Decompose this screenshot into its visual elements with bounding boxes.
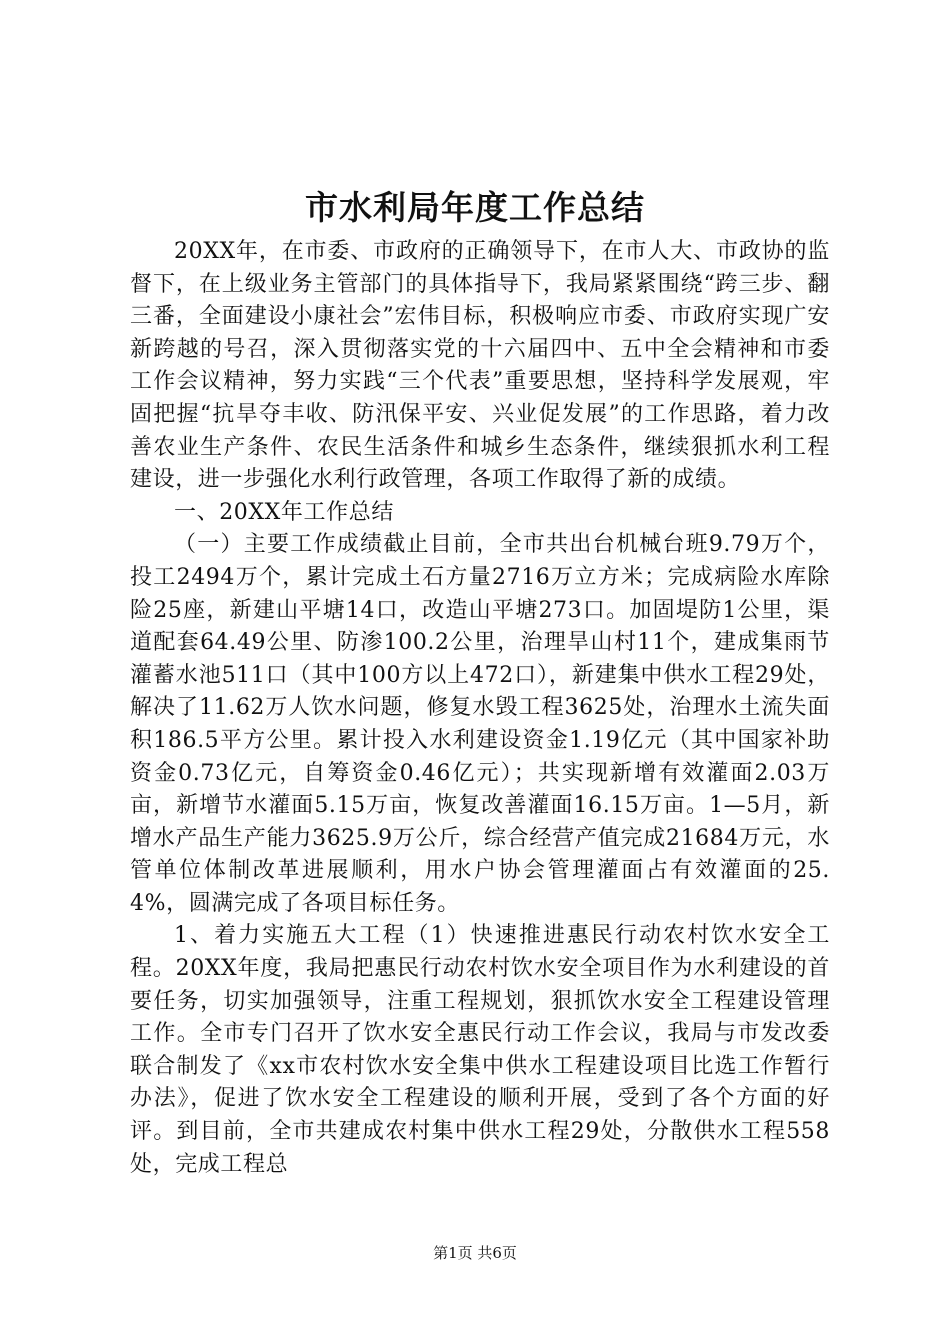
section-heading: 一、20XX年工作总结 [174, 499, 394, 525]
page-footer: 第1页 共6页 [433, 1244, 517, 1262]
document-body [130, 236, 830, 1181]
paragraph-achievements: （一）主要工作成绩截止目前，全市共出台机械台班9.79万个，投工2494万个，累计完成土石方量2716万立方米；完成病险水库除险25座，新建山平塘14口，改造山平塘273口。加固堤防1公里，渠道配套64.49公里、防渗100.2公里，治理旱山村11个，建成集雨节灌蓄水池511口（其中100方以上472口），新建集中供水工程29处，解决了11.62万人饮水问题，修复水毁工程3625处，治理水土流失面积186.5平方公里。累计投入水利建设资金1.19亿元（其中国家补助资金0.73亿元，自筹资金0.46亿元）；共实现新增有效灌面2.03万亩，新增节水灌面5.15万亩，恢复改善灌面16.15万亩。1—5月，新增水产品生产能力3625.9万公斤，综合经营产值完成21684万元，水管单位体制改革进展顺利，用水户协会管理灌面占有效灌面的25.4%，圆满完成了各项目标任务。 [130, 532, 830, 916]
paragraph-five-projects: 1、着力实施五大工程（1）快速推进惠民行动农村饮水安全工程。20XX年度，我局把惠民行动农村饮水安全项目作为水利建设的首要任务，切实加强领导，注重工程规划，狠抓饮水安全工程建设管理工作。全市专门召开了饮水安全惠民行动工作会议，我局与市发改委联合制发了《xx市农村饮水安全集中供水工程建设项目比选工作暂行办法》，促进了饮水安全工程建设的顺利开展，受到了各个方面的好评。到目前，全市共建成农村集中供水工程29处，分散供水工程558处，完成工程总 [130, 923, 830, 1177]
paragraph-intro: 20XX年，在市委、市政府的正确领导下，在市人大、市政协的监督下，在上级业务主管部门的具体指导下，我局紧紧围绕“跨三步、翻三番，全面建设小康社会”宏伟目标，积极响应市委、市政府实现广安新跨越的号召，深入贯彻落实党的十六届四中、五中全会精神和市委工作会议精神，努力实践“三个代表”重要思想，坚持科学发展观，牢固把握“抗旱夺丰收、防汛保平安、兴业促发展”的工作思路，着力改善农业生产条件、农民生活条件和城乡生态条件，继续狠抓水利工程建设，进一步强化水利行政管理，各项工作取得了新的成绩。 [130, 239, 830, 493]
page-title: 市水利局年度工作总结 [305, 188, 645, 227]
